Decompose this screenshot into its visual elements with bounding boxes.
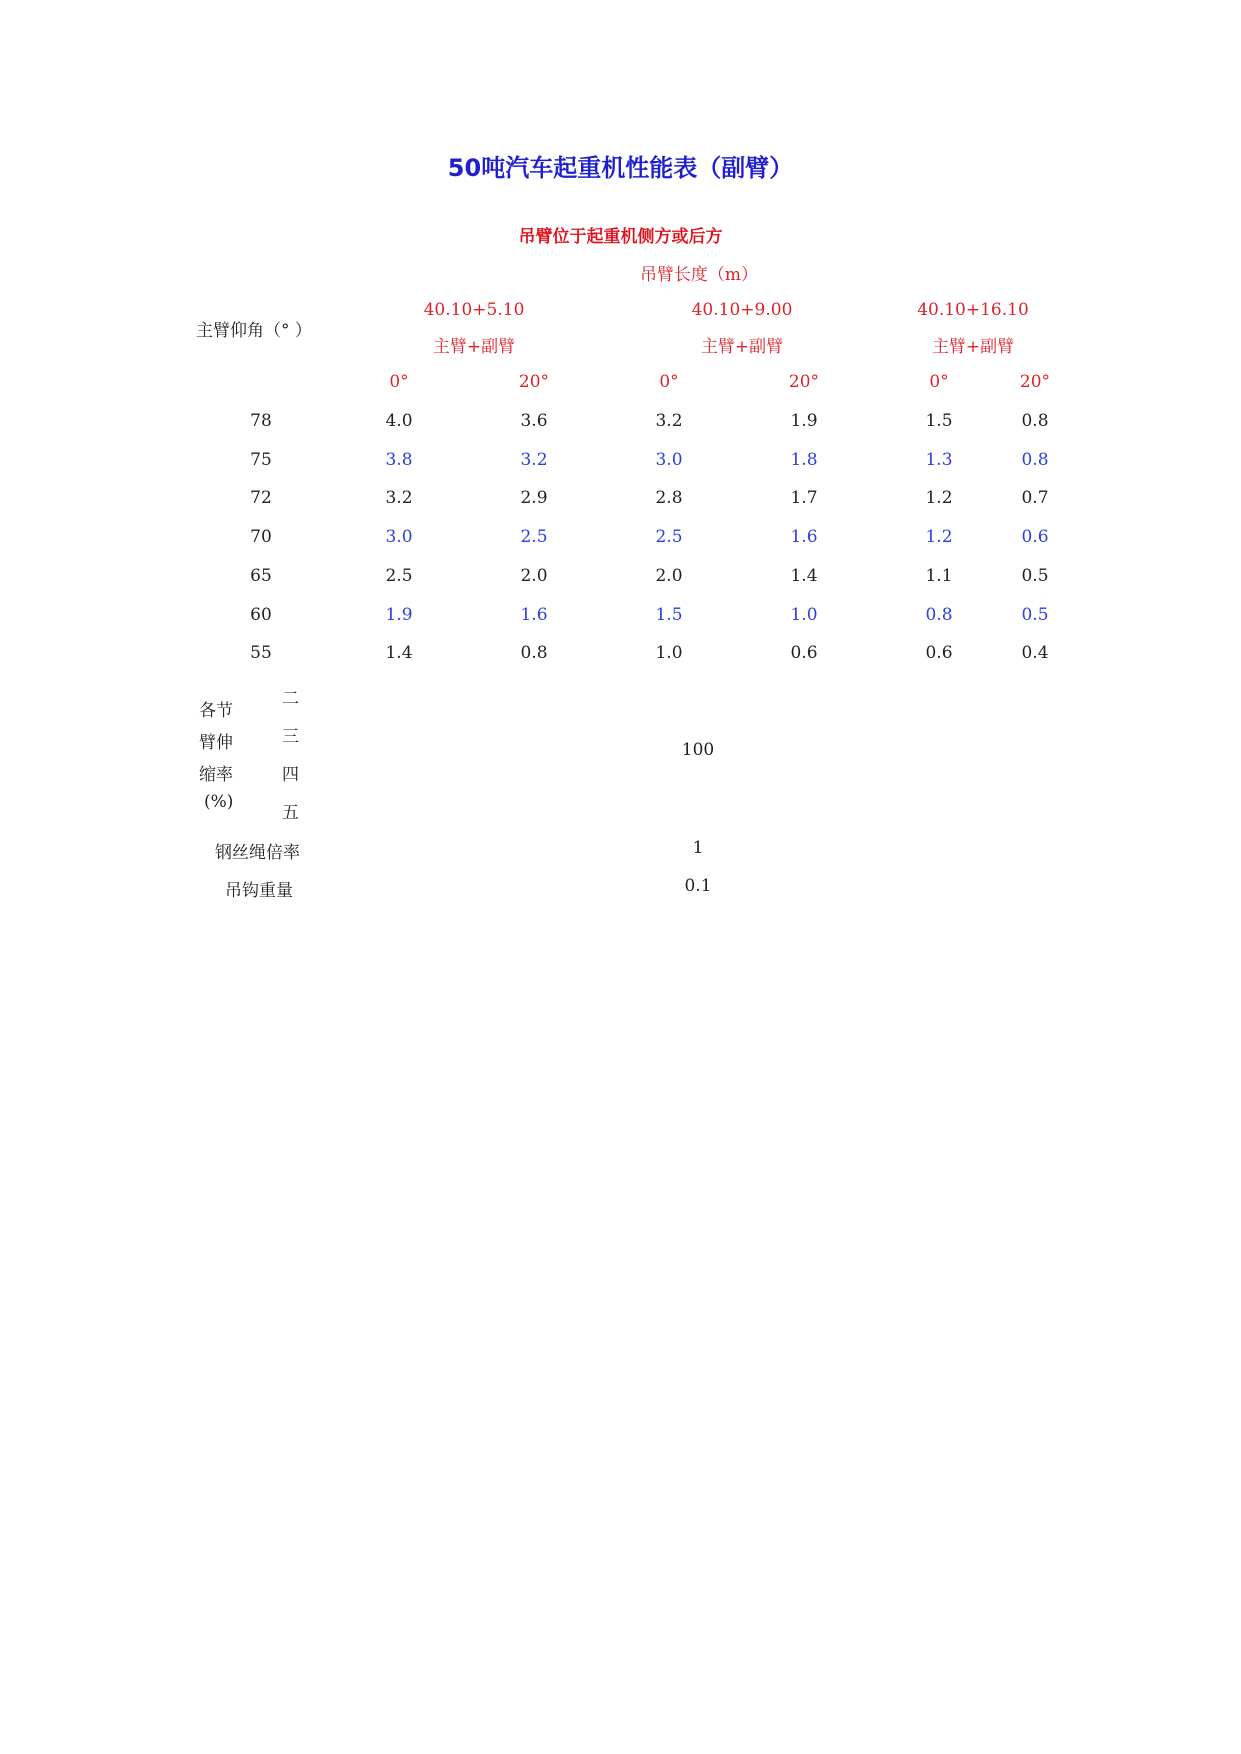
config-1-type: 主臂+副臂 (432, 337, 516, 357)
capacity-cell: 0.6 (925, 643, 953, 663)
angle-cell: 65 (250, 566, 272, 586)
extension-label-line: 缩率 (199, 765, 233, 785)
offset-header: 0° (659, 372, 679, 392)
extension-label-line: 臂伸 (199, 733, 233, 753)
capacity-cell: 0.6 (790, 643, 818, 663)
capacity-cell: 4.0 (385, 411, 413, 431)
capacity-cell: 0.7 (1021, 488, 1049, 508)
angle-header: 主臂仰角（° ） (196, 321, 312, 341)
capacity-cell: 1.6 (790, 527, 818, 547)
boom-length-header: 吊臂长度（m） (639, 265, 759, 285)
extension-value: 100 (681, 740, 715, 760)
capacity-cell: 2.0 (655, 566, 683, 586)
extension-label-line: 各节 (199, 701, 233, 721)
capacity-cell: 0.8 (1021, 450, 1049, 470)
capacity-cell: 0.8 (925, 605, 953, 625)
capacity-cell: 1.1 (925, 566, 953, 586)
config-2-type: 主臂+副臂 (700, 337, 784, 357)
offset-header: 20° (1019, 372, 1051, 392)
config-2-length: 40.10+9.00 (691, 300, 793, 320)
config-3-length: 40.10+16.10 (917, 300, 1029, 320)
rope-ratio-label: 钢丝绳倍率 (215, 843, 300, 863)
capacity-cell: 0.5 (1021, 605, 1049, 625)
capacity-cell: 2.9 (520, 488, 548, 508)
capacity-cell: 0.6 (1021, 527, 1049, 547)
capacity-cell: 3.2 (520, 450, 548, 470)
capacity-cell: 0.4 (1021, 643, 1049, 663)
capacity-cell: 2.5 (385, 566, 413, 586)
section-label: 三 (282, 727, 299, 747)
capacity-cell: 0.8 (1021, 411, 1049, 431)
capacity-cell: 1.9 (385, 605, 413, 625)
page-title: 50吨汽车起重机性能表（副臂） (447, 154, 794, 182)
offset-header: 20° (518, 372, 550, 392)
extension-label-line: (%) (204, 792, 234, 812)
offset-header: 20° (788, 372, 820, 392)
angle-cell: 75 (250, 450, 272, 470)
capacity-cell: 1.9 (790, 411, 818, 431)
offset-header: 0° (929, 372, 949, 392)
section-label: 五 (282, 803, 299, 823)
capacity-cell: 1.7 (790, 488, 818, 508)
rope-ratio-value: 1 (692, 838, 704, 858)
capacity-cell: 3.2 (385, 488, 413, 508)
capacity-cell: 2.5 (520, 527, 548, 547)
capacity-cell: 1.8 (790, 450, 818, 470)
capacity-cell: 2.8 (655, 488, 683, 508)
capacity-cell: 2.0 (520, 566, 548, 586)
angle-cell: 60 (250, 605, 272, 625)
capacity-cell: 1.0 (655, 643, 683, 663)
capacity-cell: 2.5 (655, 527, 683, 547)
offset-header: 0° (389, 372, 409, 392)
capacity-cell: 1.4 (385, 643, 413, 663)
angle-cell: 78 (250, 411, 272, 431)
config-3-type: 主臂+副臂 (931, 337, 1015, 357)
hook-weight-value: 0.1 (684, 876, 712, 896)
capacity-cell: 3.0 (385, 527, 413, 547)
capacity-cell: 1.5 (925, 411, 953, 431)
hook-weight-label: 吊钩重量 (225, 881, 293, 901)
angle-cell: 55 (250, 643, 272, 663)
capacity-cell: 1.6 (520, 605, 548, 625)
capacity-cell: 3.8 (385, 450, 413, 470)
section-label: 四 (282, 765, 299, 785)
capacity-cell: 1.0 (790, 605, 818, 625)
capacity-cell: 1.3 (925, 450, 953, 470)
section-label: 二 (282, 689, 299, 709)
capacity-cell: 1.2 (925, 527, 953, 547)
angle-cell: 70 (250, 527, 272, 547)
capacity-cell: 1.4 (790, 566, 818, 586)
capacity-cell: 0.8 (520, 643, 548, 663)
config-1-length: 40.10+5.10 (423, 300, 525, 320)
capacity-cell: 1.5 (655, 605, 683, 625)
capacity-cell: 0.5 (1021, 566, 1049, 586)
angle-cell: 72 (250, 488, 272, 508)
page-subtitle: 吊臂位于起重机侧方或后方 (518, 227, 723, 247)
capacity-cell: 3.6 (520, 411, 548, 431)
capacity-cell: 3.0 (655, 450, 683, 470)
capacity-cell: 1.2 (925, 488, 953, 508)
capacity-cell: 3.2 (655, 411, 683, 431)
